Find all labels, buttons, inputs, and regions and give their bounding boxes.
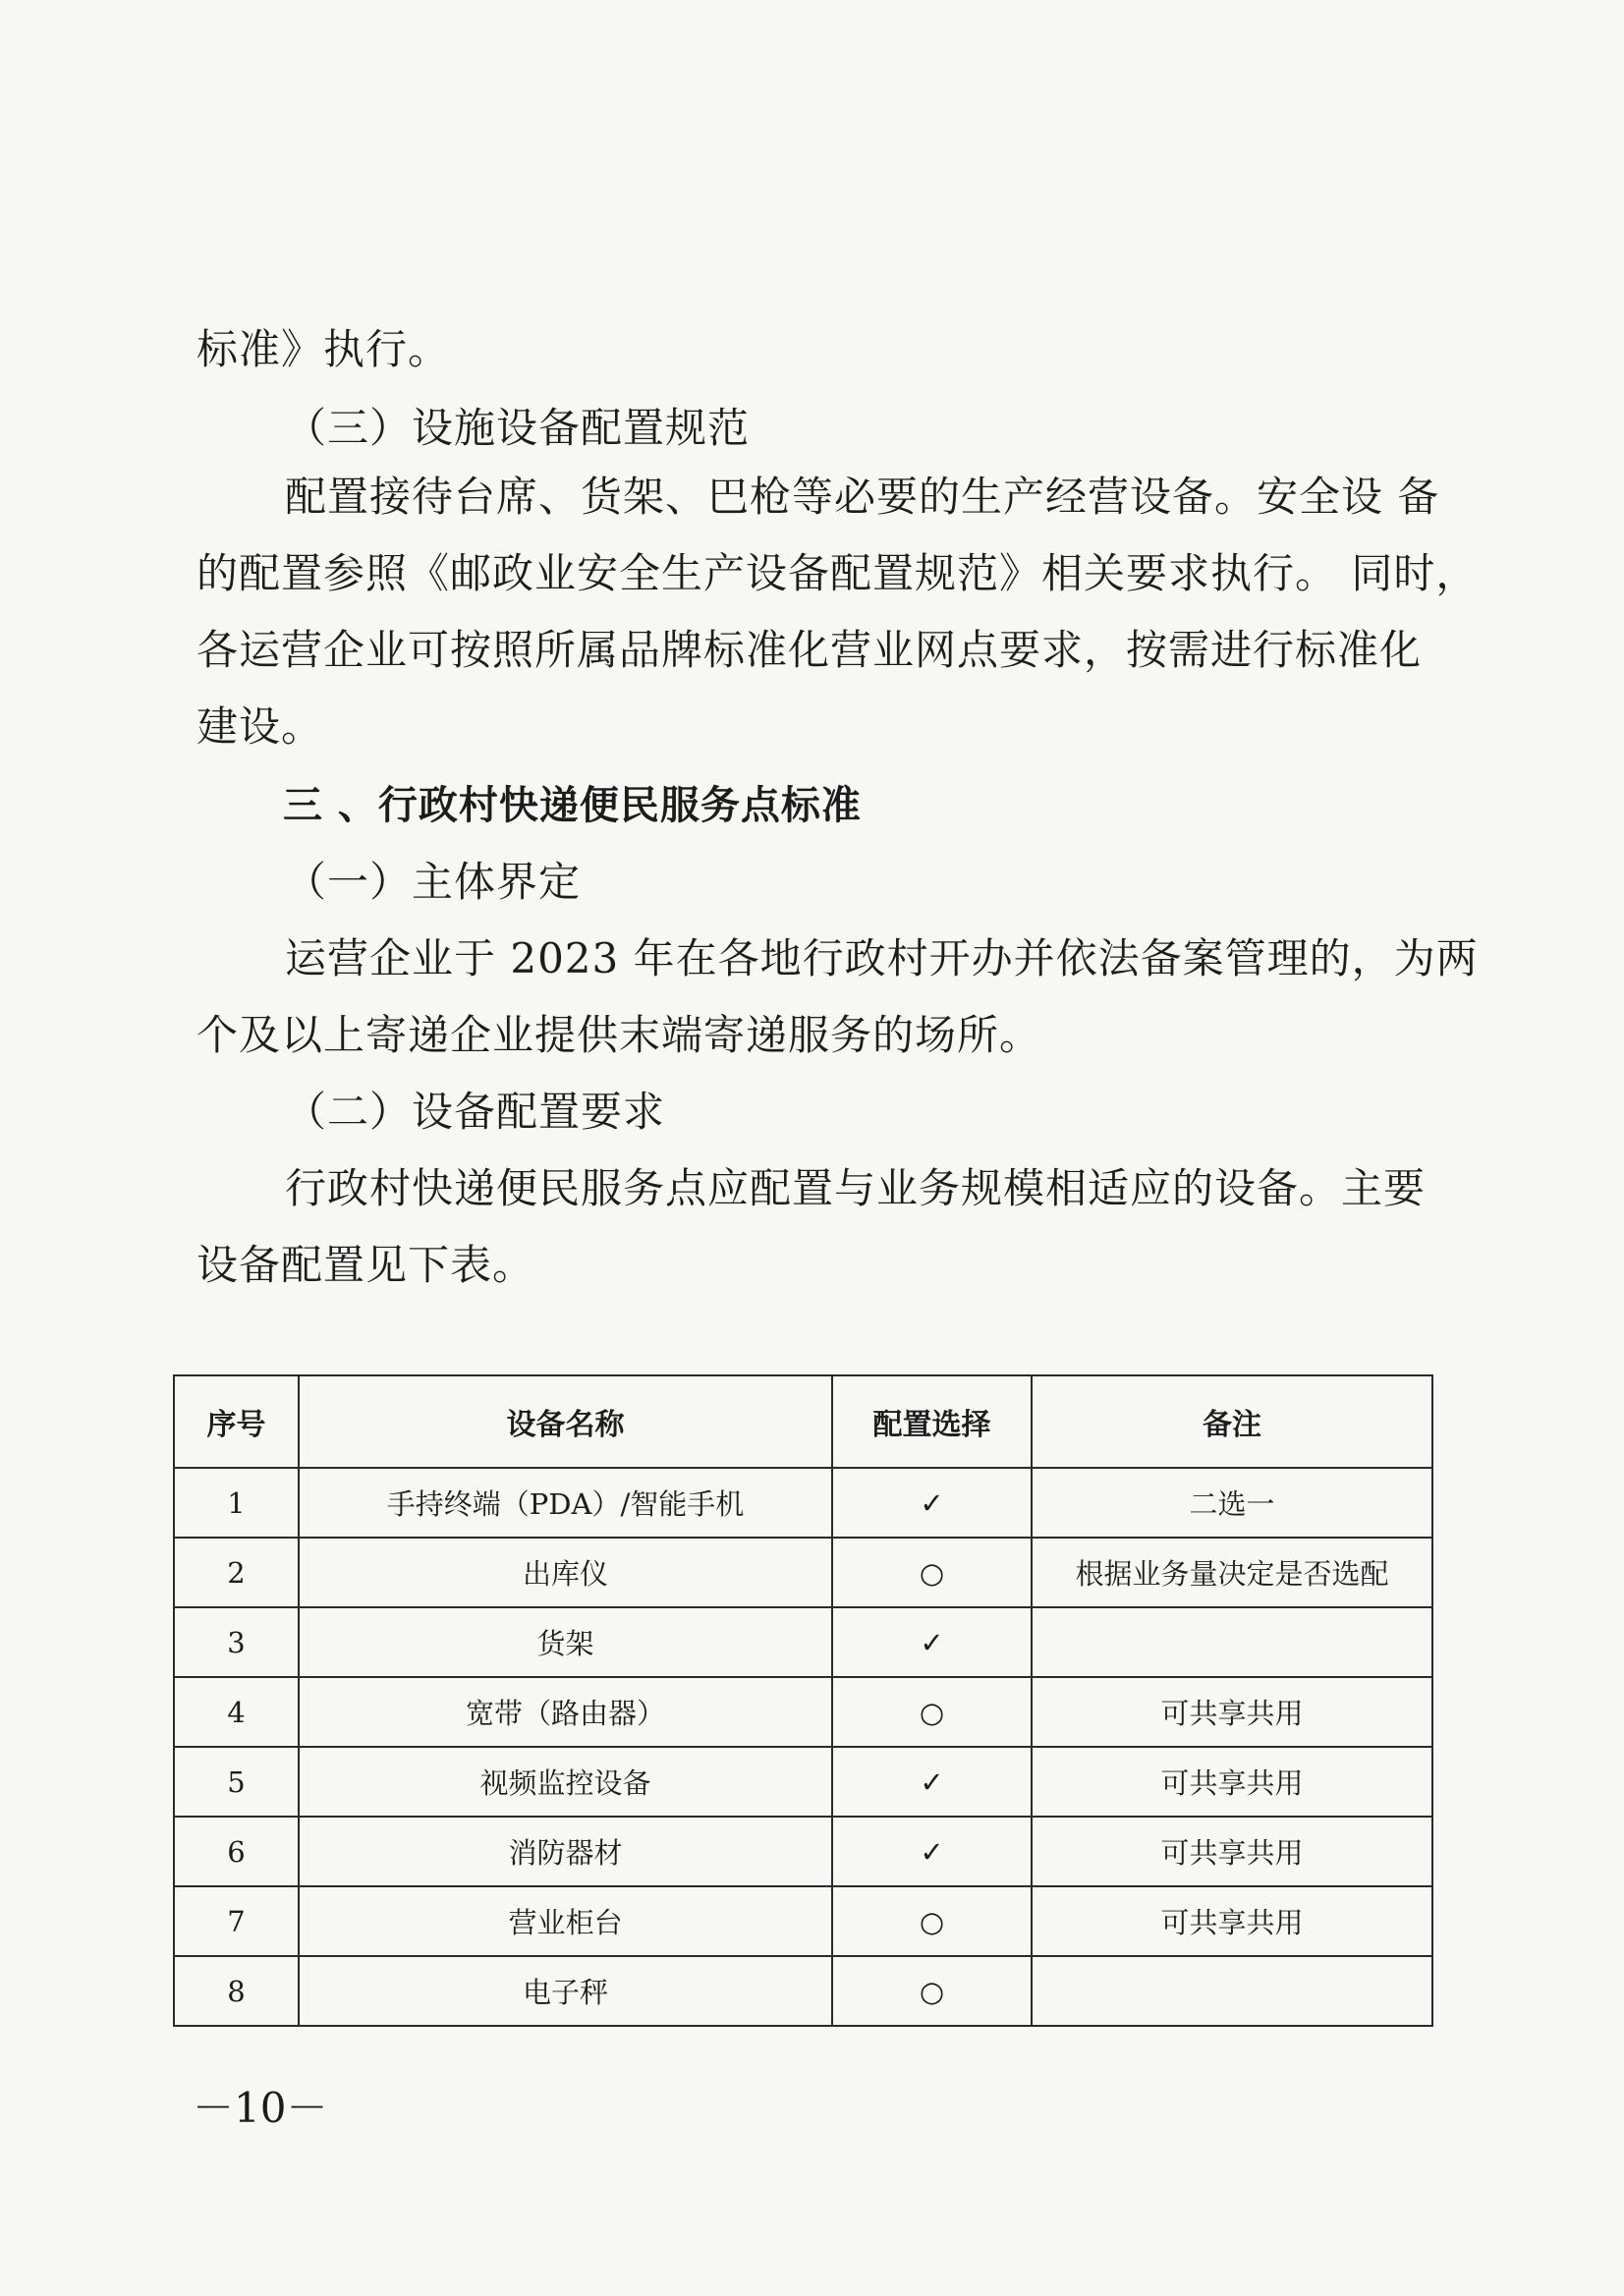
cell-number: 4 xyxy=(174,1677,299,1747)
cell-choice: ✓ xyxy=(832,1607,1032,1677)
cell-number: 8 xyxy=(174,1956,299,2026)
cell-choice: ○ xyxy=(832,1956,1032,2026)
table-row xyxy=(174,1886,1432,1956)
table-row xyxy=(174,1956,1432,2026)
cell-note: 可共享共用 xyxy=(1032,1747,1432,1817)
paragraph-line: 行政村快递便民服务点应配置与业务规模相适应的设备。主要 xyxy=(285,1164,1427,1212)
cell-name: 视频监控设备 xyxy=(299,1747,832,1817)
cell-note xyxy=(1032,1607,1432,1677)
paragraph-line: 建设。 xyxy=(196,702,324,751)
cell-name: 电子秤 xyxy=(299,1956,832,2026)
header-remarks: 备注 xyxy=(1032,1375,1432,1468)
table-header-row xyxy=(174,1375,1432,1468)
cell-note: 根据业务量决定是否选配 xyxy=(1032,1538,1432,1607)
section-heading-facilities: （三）设施设备配置规范 xyxy=(285,404,751,452)
cell-note: 可共享共用 xyxy=(1032,1886,1432,1956)
cell-number: 5 xyxy=(174,1747,299,1817)
cell-number: 3 xyxy=(174,1607,299,1677)
cell-number: 6 xyxy=(174,1817,299,1886)
paragraph-line: 各运营企业可按照所属品牌标准化营业网点要求，按需进行标准化 xyxy=(196,626,1423,674)
section-heading-equipment: （二）设备配置要求 xyxy=(285,1088,666,1136)
header-equipment-name: 设备名称 xyxy=(299,1375,832,1468)
paragraph-line: 配置接待台席、货架、巴枪等必要的生产经营设备。安全设 备 xyxy=(285,473,1440,521)
cell-name: 营业柜台 xyxy=(299,1886,832,1956)
table-row xyxy=(174,1747,1432,1817)
equipment-table xyxy=(173,1374,1433,2027)
cell-number: 7 xyxy=(174,1886,299,1956)
cell-name: 货架 xyxy=(299,1607,832,1677)
cell-note: 二选一 xyxy=(1032,1468,1432,1538)
paragraph-line: 的配置参照《邮政业安全生产设备配置规范》相关要求执行。 同时， xyxy=(196,549,1479,597)
cell-choice: ○ xyxy=(832,1677,1032,1747)
cell-note: 可共享共用 xyxy=(1032,1817,1432,1886)
cell-name: 宽带（路由器） xyxy=(299,1677,832,1747)
section-heading-village-service-point: 三 、行政村快递便民服务点标准 xyxy=(283,783,862,828)
table-row xyxy=(174,1817,1432,1886)
cell-choice: ○ xyxy=(832,1538,1032,1607)
cell-name: 手持终端（PDA）/智能手机 xyxy=(299,1468,832,1538)
table-row xyxy=(174,1538,1432,1607)
cell-name: 出库仪 xyxy=(299,1538,832,1607)
cell-choice: ○ xyxy=(832,1886,1032,1956)
cell-choice: ✓ xyxy=(832,1747,1032,1817)
table-row xyxy=(174,1677,1432,1747)
cell-choice: ✓ xyxy=(832,1817,1032,1886)
cell-note: 可共享共用 xyxy=(1032,1677,1432,1747)
paragraph-continuation: 标准》执行。 xyxy=(196,325,451,373)
cell-number: 2 xyxy=(174,1538,299,1607)
paragraph-line: 设备配置见下表。 xyxy=(196,1241,535,1289)
paragraph-line: 运营企业于 2023 年在各地行政村开办并依法备案管理的，为两 xyxy=(285,934,1479,982)
cell-choice: ✓ xyxy=(832,1468,1032,1538)
cell-note xyxy=(1032,1956,1432,2026)
table-row xyxy=(174,1607,1432,1677)
section-heading-subject: （一）主体界定 xyxy=(285,858,582,906)
header-number: 序号 xyxy=(174,1375,299,1468)
page-number: －10－ xyxy=(193,2084,328,2132)
table-row xyxy=(174,1468,1432,1538)
cell-name: 消防器材 xyxy=(299,1817,832,1886)
header-config-choice: 配置选择 xyxy=(832,1375,1032,1468)
cell-number: 1 xyxy=(174,1468,299,1538)
paragraph-line: 个及以上寄递企业提供末端寄递服务的场所。 xyxy=(196,1011,1042,1059)
